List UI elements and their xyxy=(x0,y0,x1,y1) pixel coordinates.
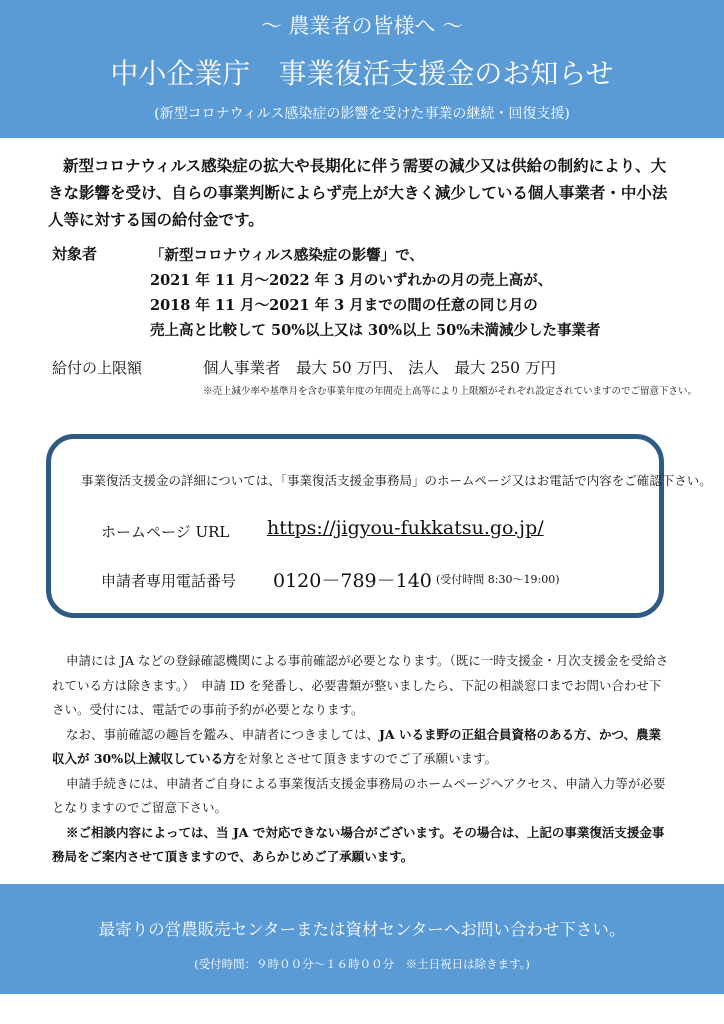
limit-label: 給付の上限額 xyxy=(52,359,143,377)
footer-contact: 最寄りの営農販売センターまたは資材センターへお問い合わせ下さい。 xyxy=(98,920,626,939)
intro-paragraph: 新型コロナウィルス感染症の拡大や長期化に伴う需要の減少又は供給の制約により、大きな影響を受け、自らの事業判断によらず売上が大きく減少している個人事業者・中小法人等に対する国の給付金です。 xyxy=(48,156,668,229)
page-title: 中小企業庁 事業復活支援金のお知らせ xyxy=(110,57,614,90)
homepage-label: ホームページ URL xyxy=(101,523,230,541)
note-warning: ※ご相談内容によっては、当 JA で対応できない場合がございます。その場合は、上記の事業復活支援金事務局をご案内させて頂きますので、あらかじめご了承願います。 xyxy=(52,824,665,864)
phone-hours: (受付時間 8:30～19:00) xyxy=(436,573,560,586)
contact-info-box xyxy=(46,434,712,618)
target-label: 対象者 xyxy=(52,245,98,263)
note-paragraph: 申請には JA などの登録確認機関による事前確認が必要となります。（既に一時支援金・月次支援金を受給されている方は除きます。） 申請 ID を発番し、必要書類が整いましたら、下記の相談窓口までお問い合わせ下さい。受付には、電話での事前予約が必要となります。 xyxy=(52,653,669,717)
phone-label: 申請者専用電話番号 xyxy=(101,572,237,590)
note-text: なお、事前確認の趣旨を鑑み、申請者につきましては、 xyxy=(66,726,380,742)
limit-amount: 個人事業者 最大 50 万円、 法人 最大 250 万円 xyxy=(203,359,556,377)
footer-hours: (受付時間：９時００分～１６時００分 ※土日祝日は除きます。) xyxy=(194,957,530,971)
eligibility-emphasis: JA いるま野の正組合員資格のある方、かつ、農業収入が 30%以上減収している方 xyxy=(52,726,661,766)
target-line: 売上高と比較して 50%以上又は 30%以上 50%未満減少した事業者 xyxy=(150,322,601,339)
target-line: 「新型コロナウィルス感染症の影響」で、 xyxy=(150,247,424,264)
header-banner xyxy=(0,0,724,138)
application-notes xyxy=(52,649,672,870)
info-description: 事業復活支援金の詳細については、「事業復活支援金事務局」のホームページ又はお電話で内容をご確認下さい。 xyxy=(81,473,712,488)
phone-number: 0120－789－140 xyxy=(273,570,432,592)
target-line: 2018 年 11 月～2021 年 3 月までの間の任意の同じ月の xyxy=(150,297,538,314)
target-description xyxy=(150,243,690,343)
homepage-url-link[interactable]: https://jigyou-fukkatsu.go.jp/ xyxy=(267,517,544,539)
footer-banner xyxy=(0,884,724,994)
target-line: 2021 年 11 月～2022 年 3 月のいずれかの月の売上高が、 xyxy=(150,272,553,289)
page-subtitle: (新型コロナウィルス感染症の影響を受けた事業の継続・回復支援) xyxy=(154,106,570,122)
note-text: を対象とさせて頂きますのでご了承願います。 xyxy=(235,751,498,766)
note-paragraph xyxy=(52,723,672,772)
greeting: ～ 農業者の皆様へ ～ xyxy=(260,14,464,38)
note-paragraph: 申請手続きには、申請者ご自身による事業復活支援金事務局のホームページへアクセス、申請入力等が必要となりますのでご留意下さい。 xyxy=(52,775,666,815)
limit-note: ※売上減少率や基準月を含む事業年度の年間売上高等により上限額がそれぞれ設定されていますのでご留意下さい。 xyxy=(203,386,698,397)
